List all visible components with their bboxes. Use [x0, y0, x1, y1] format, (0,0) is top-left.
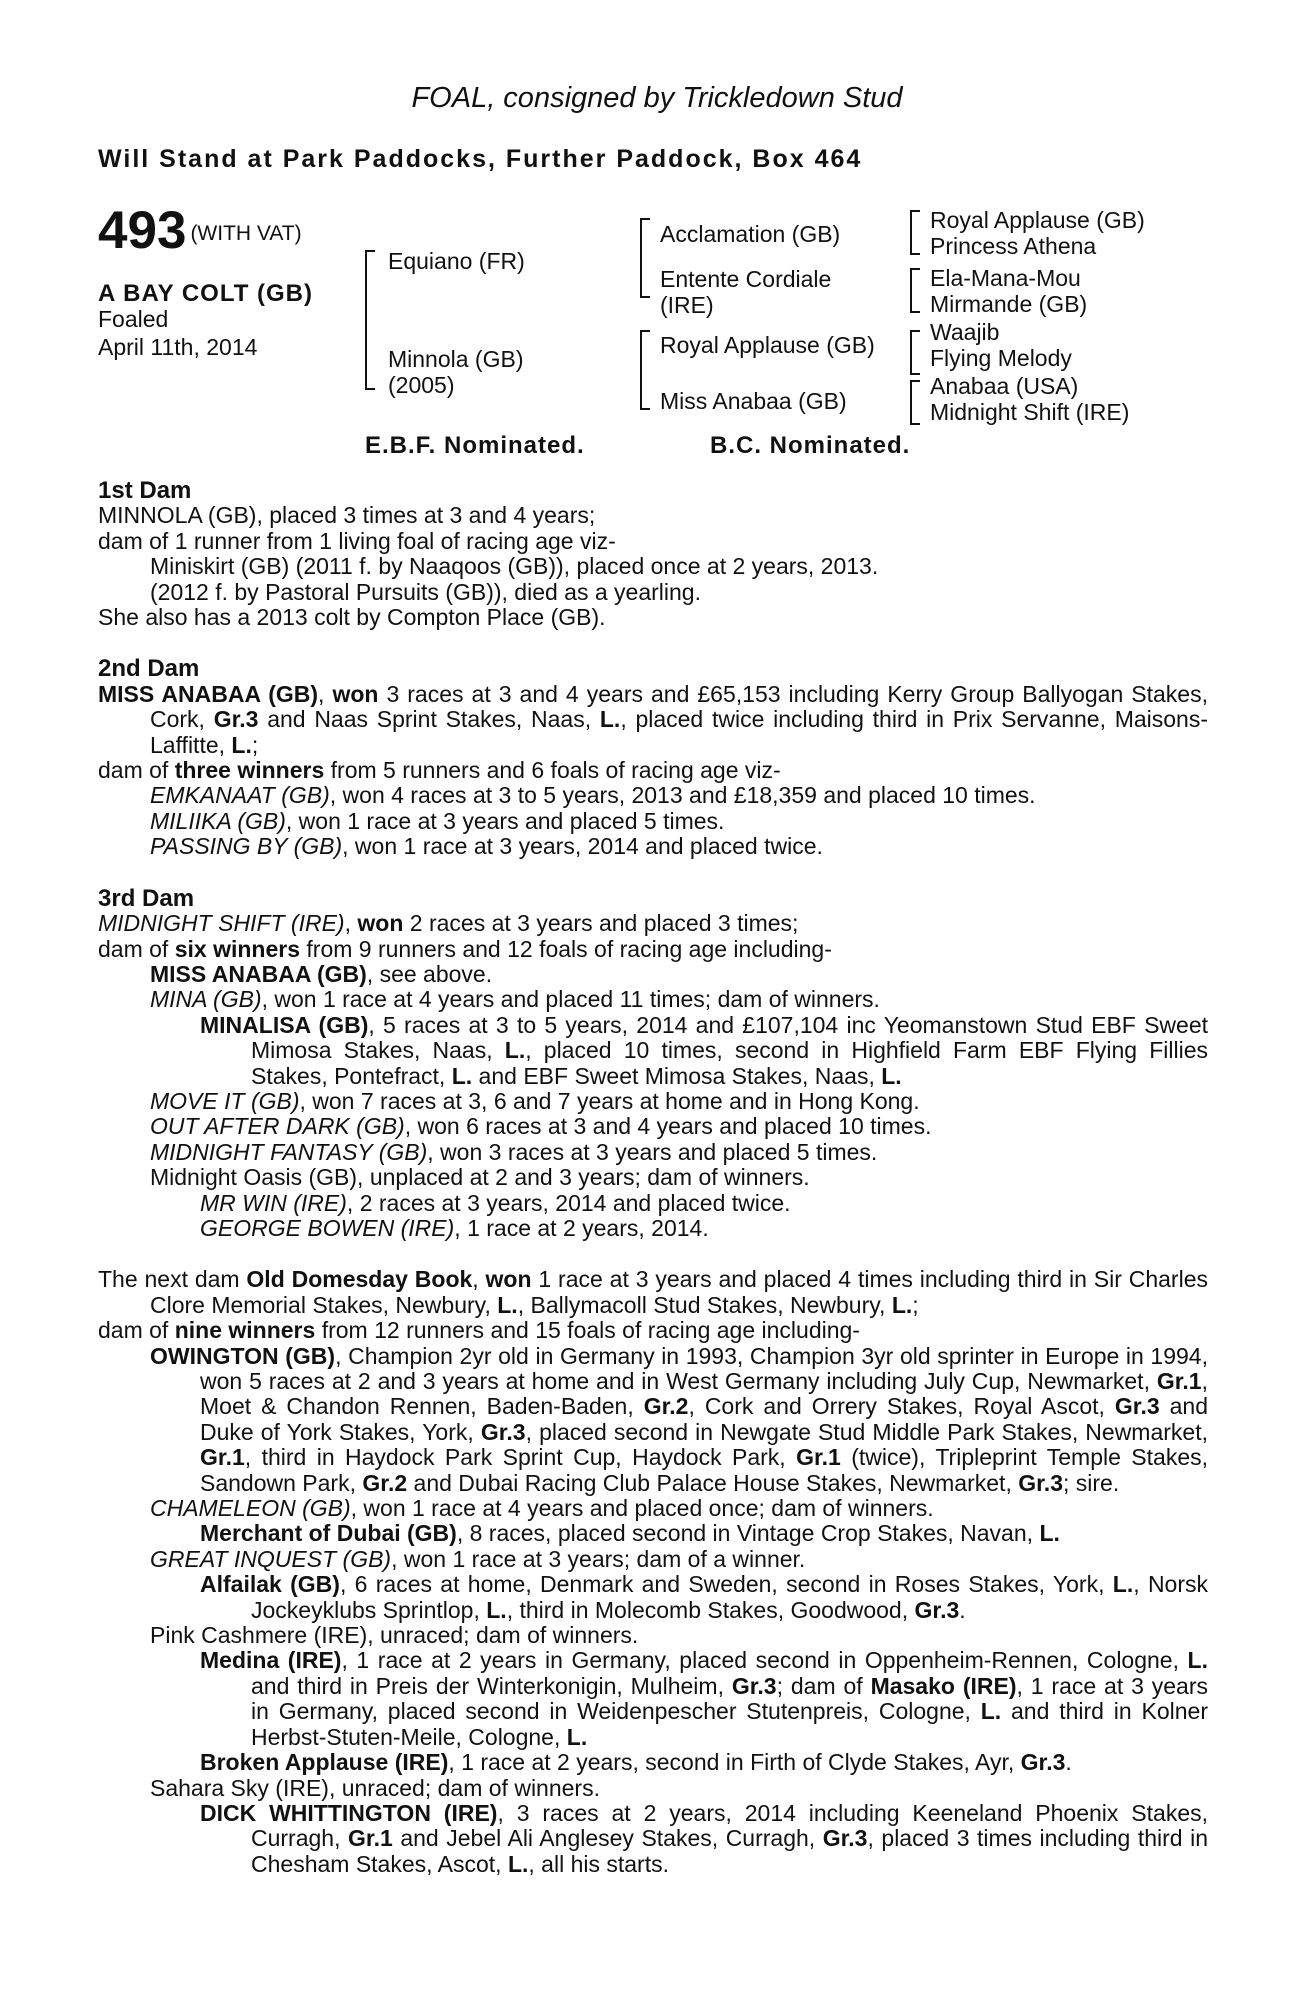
lot-number	[98, 201, 302, 260]
dam3-produce	[98, 937, 1208, 962]
grade: Gr.1	[200, 1444, 245, 1471]
listed: L.	[881, 1062, 902, 1089]
text: , see above.	[366, 960, 493, 987]
dam1-line-4: (2012 f. by Pastoral Pursuits (GB)), died as a yearling.	[150, 578, 701, 605]
text: , all his starts.	[528, 1850, 670, 1877]
pedigree-g4: Mirmande (GB)	[930, 291, 1088, 317]
pedigree-sire: Equiano (FR)	[388, 248, 525, 274]
dam2-record	[98, 682, 1208, 758]
great-inquest-entry	[98, 1547, 1208, 1572]
pink-cashmere-entry: Pink Cashmere (IRE), unraced; dam of winners.	[150, 1622, 639, 1649]
stand-location: Will Stand at Park Paddocks, Further Paddock, Box 464	[98, 145, 863, 173]
foal-name: CHAMELEON (GB)	[150, 1495, 351, 1522]
foal-name: MR WIN (IRE)	[200, 1189, 347, 1216]
listed: L.	[891, 1291, 913, 1318]
grade: Gr.3	[914, 1596, 960, 1623]
next-dam-produce	[98, 1318, 1208, 1343]
text: , Champion 2yr old in Germany in 1993, Champion 3yr old sprinter in Europe in 1994, won 5 races at 2 and 3 years at home and in West Germany including July Cup, Newmarket,	[200, 1342, 1208, 1394]
pedigree-sire-dam-1: Entente Cordiale	[660, 266, 832, 292]
owington-entry	[98, 1344, 1208, 1496]
pedigree-body	[98, 478, 1208, 1877]
text: .	[959, 1596, 966, 1623]
dam3-heading: 3rd Dam	[98, 884, 195, 912]
text: and Jebel Ali Anglesey Stakes, Curragh,	[392, 1825, 823, 1852]
listed: L.	[1039, 1520, 1060, 1547]
text: , won 1 race at 3 years, 2014 and placed twice.	[342, 833, 823, 860]
pedigree-g1: Royal Applause (GB)	[930, 207, 1145, 233]
dam3-foal-3	[98, 1089, 1208, 1114]
text: , 5 races at 3 to 5 years, 2014 and £107,104 inc Yeomanstown Stud EBF Sweet Mimosa Stakes, Naas,	[251, 1011, 1209, 1064]
text: .	[1065, 1749, 1072, 1776]
foal-name: Alfailak (GB)	[200, 1571, 340, 1598]
text: from 9 runners and 12 foals of racing age including-	[300, 935, 832, 962]
text: , Norsk Jockeyklubs Sprintlop,	[251, 1571, 1209, 1623]
listed: L.	[504, 1037, 526, 1064]
foaled-date: April 11th, 2014	[98, 334, 258, 360]
text: ; sire.	[1063, 1469, 1120, 1496]
grade: Gr.1	[796, 1444, 841, 1471]
sire-dam-brace	[365, 250, 367, 390]
text: , won 1 race at 3 years and placed 5 times.	[285, 807, 725, 834]
text: 3 races at 3 and 4 years and £65,153 including Kerry Group Ballyogan Stakes, Cork,	[150, 680, 1208, 733]
text: dam of	[98, 935, 175, 962]
foal-name: MINA (GB)	[150, 986, 262, 1013]
listed: L.	[497, 1291, 518, 1318]
dam-parents-brace	[640, 330, 642, 410]
text: (twice), Tripleprint Temple Stakes, Sandown Park,	[200, 1444, 1208, 1496]
grade: Gr.3	[731, 1672, 777, 1699]
text: and third in Kolner Herbst-Stuten-Meile, Cologne,	[251, 1698, 1208, 1750]
alfailak-entry	[98, 1572, 1208, 1623]
listed: L.	[486, 1596, 507, 1623]
text: , won 7 races at 3, 6 and 7 years at home and in Hong Kong.	[299, 1087, 920, 1114]
foal-name: MISS ANABAA (GB)	[150, 960, 367, 987]
text: , 1 race at 2 years, 2014.	[454, 1214, 709, 1241]
listed: L.	[1112, 1571, 1134, 1598]
pedigree-dam-year: (2005)	[388, 372, 455, 398]
medina-entry	[98, 1648, 1208, 1750]
dam1-heading: 1st Dam	[98, 477, 192, 504]
text: , placed 10 times, second in Highfield Farm EBF Flying Fillies Stakes, Pontefract,	[251, 1037, 1209, 1089]
text: , won 3 races at 3 years and placed 5 times.	[427, 1138, 878, 1165]
text: , 1 race at 2 years, second in Firth of Clyde Stakes, Ayr,	[448, 1749, 1021, 1776]
grade: Gr.3	[1114, 1393, 1160, 1420]
text: dam of	[98, 1317, 175, 1344]
sep: ,	[472, 1266, 486, 1293]
grade: Gr.3	[213, 706, 259, 733]
pedigree-g5: Waajib	[930, 319, 1000, 345]
gp-brace-4	[910, 380, 912, 425]
won-label: won	[485, 1266, 532, 1293]
foal-name: EMKANAAT (GB)	[150, 782, 330, 809]
dam2-foal-3	[98, 834, 1208, 859]
sep: ,	[318, 680, 333, 707]
bc-nominated: B.C. Nominated.	[710, 432, 911, 459]
foal-name: MILIIKA (GB)	[150, 807, 286, 834]
dam3-foal-4	[98, 1114, 1208, 1139]
dam3-name: MIDNIGHT SHIFT (IRE)	[98, 910, 345, 937]
lot-title: A BAY COLT (GB)	[98, 280, 314, 307]
sire-parents-brace	[640, 218, 642, 298]
text: , placed second in Newgate Stud Middle Park Stakes, Newmarket,	[525, 1418, 1208, 1445]
listed: L.	[566, 1723, 588, 1750]
lot-number-value: 493	[98, 201, 187, 260]
foal-name: Masako (IRE)	[870, 1672, 1017, 1699]
pedigree-g7: Anabaa (USA)	[930, 373, 1079, 399]
text: and third in Preis der Winterkonigin, Mulheim,	[251, 1672, 732, 1699]
broken-applause-entry	[98, 1750, 1208, 1775]
foal-name: PASSING BY (GB)	[150, 833, 343, 860]
grade: Gr.1	[1156, 1368, 1202, 1394]
text: 2 races at 3 years and placed 3 times;	[403, 910, 799, 937]
grade: Gr.3	[1020, 1749, 1066, 1776]
text: , 2 races at 3 years, 2014 and placed twice.	[346, 1189, 791, 1216]
winners-count: six winners	[174, 935, 300, 962]
listed: L.	[599, 706, 621, 733]
dam1-line-3: Miniskirt (GB) (2011 f. by Naaqoos (GB)), placed once at 2 years, 2013.	[150, 553, 879, 580]
grade: Gr.1	[348, 1825, 393, 1852]
sahara-sky-entry: Sahara Sky (IRE), unraced; dam of winners.	[150, 1774, 600, 1801]
foal-name: DICK WHITTINGTON (IRE)	[200, 1799, 498, 1826]
vat-label: (WITH VAT)	[190, 222, 302, 245]
dam3-grandfoal-1	[98, 1013, 1208, 1089]
foal-name: OWINGTON (GB)	[150, 1342, 336, 1369]
foal-name: Merchant of Dubai (GB)	[200, 1520, 457, 1547]
listed: L.	[507, 1850, 529, 1877]
text: , won 1 race at 4 years and placed 11 times; dam of winners.	[261, 986, 880, 1013]
grade: Gr.2	[362, 1469, 408, 1496]
foal-name: OUT AFTER DARK (GB)	[150, 1113, 405, 1140]
dam3-foal-2	[98, 987, 1208, 1012]
won-label: won	[332, 680, 379, 707]
text: dam of	[98, 757, 175, 784]
foal-name: Broken Applause (IRE)	[200, 1749, 449, 1776]
listed: L.	[1187, 1647, 1208, 1674]
text: , won 4 races at 3 to 5 years, 2013 and £18,359 and placed 10 times.	[329, 782, 1036, 809]
text: and Dubai Racing Club Palace House Stakes, Newmarket,	[407, 1469, 1019, 1496]
pedigree-dam: Minnola (GB)	[388, 346, 524, 372]
pedigree-g3: Ela-Mana-Mou	[930, 265, 1081, 291]
pedigree-g8: Midnight Shift (IRE)	[930, 399, 1130, 425]
grade: Gr.3	[480, 1418, 526, 1445]
dam1-line-1: MINNOLA (GB), placed 3 times at 3 and 4 years;	[98, 502, 596, 529]
text: 1 race at 3 years and placed 4 times including third in Sir Charles Clore Memorial Stakes, Newbury,	[150, 1266, 1208, 1318]
dam3-foal-5	[98, 1140, 1208, 1165]
pedigree-g6: Flying Melody	[930, 345, 1072, 371]
gp-brace-3	[910, 330, 912, 375]
text: and Naas Sprint Stakes, Naas,	[258, 706, 600, 733]
dam2-produce	[98, 758, 1208, 783]
grade: Gr.2	[643, 1393, 689, 1420]
text: , 3 races at 2 years, 2014 including Keeneland Phoenix Stakes, Curragh,	[251, 1799, 1208, 1852]
winners-count: three winners	[174, 757, 325, 784]
pedigree-g2: Princess Athena	[930, 233, 1097, 259]
text: , 6 races at home, Denmark and Sweden, second in Roses Stakes, York,	[339, 1571, 1113, 1598]
dam3-grandfoal-3	[98, 1216, 1208, 1241]
text: , 1 race at 2 years in Germany, placed second in Oppenheim-Rennen, Cologne,	[341, 1647, 1188, 1674]
text: ;	[912, 1291, 919, 1318]
won-label: won	[357, 910, 404, 937]
merchant-entry	[98, 1521, 1208, 1546]
text: , Ballymacoll Stud Stakes, Newbury,	[517, 1291, 892, 1318]
dam2-foal-1	[98, 783, 1208, 808]
listed: L.	[451, 1062, 473, 1089]
grade: Gr.3	[822, 1825, 868, 1852]
chameleon-entry	[98, 1496, 1208, 1521]
foal-name: MIDNIGHT FANTASY (GB)	[150, 1138, 428, 1165]
text: and Duke of York Stakes, York,	[200, 1393, 1208, 1445]
text: , won 1 race at 3 years; dam of a winner.	[391, 1545, 806, 1572]
dam1-line-2: dam of 1 runner from 1 living foal of racing age viz-	[98, 527, 616, 554]
foaled-info	[98, 305, 257, 361]
dam3-foal-1	[98, 962, 1208, 987]
text: , Moet & Chandon Rennen, Baden-Baden,	[200, 1368, 1208, 1420]
text: ;	[251, 731, 259, 758]
dam3-foal-6: Midnight Oasis (GB), unplaced at 2 and 3 years; dam of winners.	[150, 1164, 810, 1191]
sep: ,	[344, 910, 358, 937]
foal-name: Medina (IRE)	[200, 1647, 342, 1674]
dick-whittington-entry	[98, 1801, 1208, 1877]
text: , third in Haydock Park Sprint Cup, Haydock Park,	[244, 1444, 797, 1471]
foal-name: GEORGE BOWEN (IRE)	[200, 1214, 455, 1241]
foal-name: MINALISA (GB)	[200, 1011, 369, 1038]
pedigree-dam-dam: Miss Anabaa (GB)	[660, 388, 847, 414]
pedigree-sire-dam-2: (IRE)	[660, 292, 714, 318]
text: , 8 races, placed second in Vintage Crop Stakes, Navan,	[456, 1520, 1040, 1547]
dam1-line-5: She also has a 2013 colt by Compton Place (GB).	[98, 604, 606, 631]
gp-brace-2	[910, 268, 912, 313]
text: from 5 runners and 6 foals of racing age viz-	[324, 757, 781, 784]
foal-name: GREAT INQUEST (GB)	[150, 1545, 392, 1572]
foaled-label: Foaled	[98, 306, 169, 332]
text: , Cork and Orrery Stakes, Royal Ascot,	[688, 1393, 1115, 1420]
text: ; dam of	[776, 1672, 871, 1699]
listed: L.	[231, 731, 252, 758]
consignment-line: FOAL, consigned by Trickledown Stud	[411, 82, 903, 114]
pedigree-dam-sire: Royal Applause (GB)	[660, 332, 875, 358]
text: , placed 3 times including third in Chesham Stakes, Ascot,	[251, 1825, 1209, 1877]
text: , 1 race at 3 years in Germany, placed second in Weidenpescher Stutenpreis, Cologne,	[251, 1672, 1209, 1725]
grade: Gr.3	[1018, 1469, 1063, 1496]
text: and EBF Sweet Mimosa Stakes, Naas,	[472, 1062, 882, 1089]
text: from 12 runners and 15 foals of racing age including-	[315, 1317, 860, 1344]
next-dam-record	[98, 1267, 1208, 1318]
text: , won 6 races at 3 and 4 years and placed 10 times.	[404, 1113, 932, 1140]
dam2-foal-2	[98, 809, 1208, 834]
text: The next dam	[98, 1266, 247, 1293]
listed: L.	[980, 1698, 1002, 1725]
pedigree-sire-sire: Acclamation (GB)	[660, 221, 841, 247]
ebf-nominated: E.B.F. Nominated.	[365, 432, 585, 459]
dam3-record	[98, 911, 1208, 936]
dam2-name: MISS ANABAA (GB)	[98, 680, 319, 707]
dam2-heading: 2nd Dam	[98, 655, 200, 683]
dam3-grandfoal-2	[98, 1191, 1208, 1216]
gp-brace-1	[910, 210, 912, 255]
text: , placed twice including third in Prix Servanne, Maisons-Laffitte,	[150, 706, 1209, 758]
foal-name: MOVE IT (GB)	[150, 1087, 300, 1114]
text: , third in Molecomb Stakes, Goodwood,	[506, 1596, 915, 1623]
next-dam-name: Old Domesday Book	[246, 1266, 473, 1293]
text: , won 1 race at 4 years and placed once; dam of winners.	[350, 1495, 934, 1522]
winners-count: nine winners	[174, 1317, 316, 1344]
